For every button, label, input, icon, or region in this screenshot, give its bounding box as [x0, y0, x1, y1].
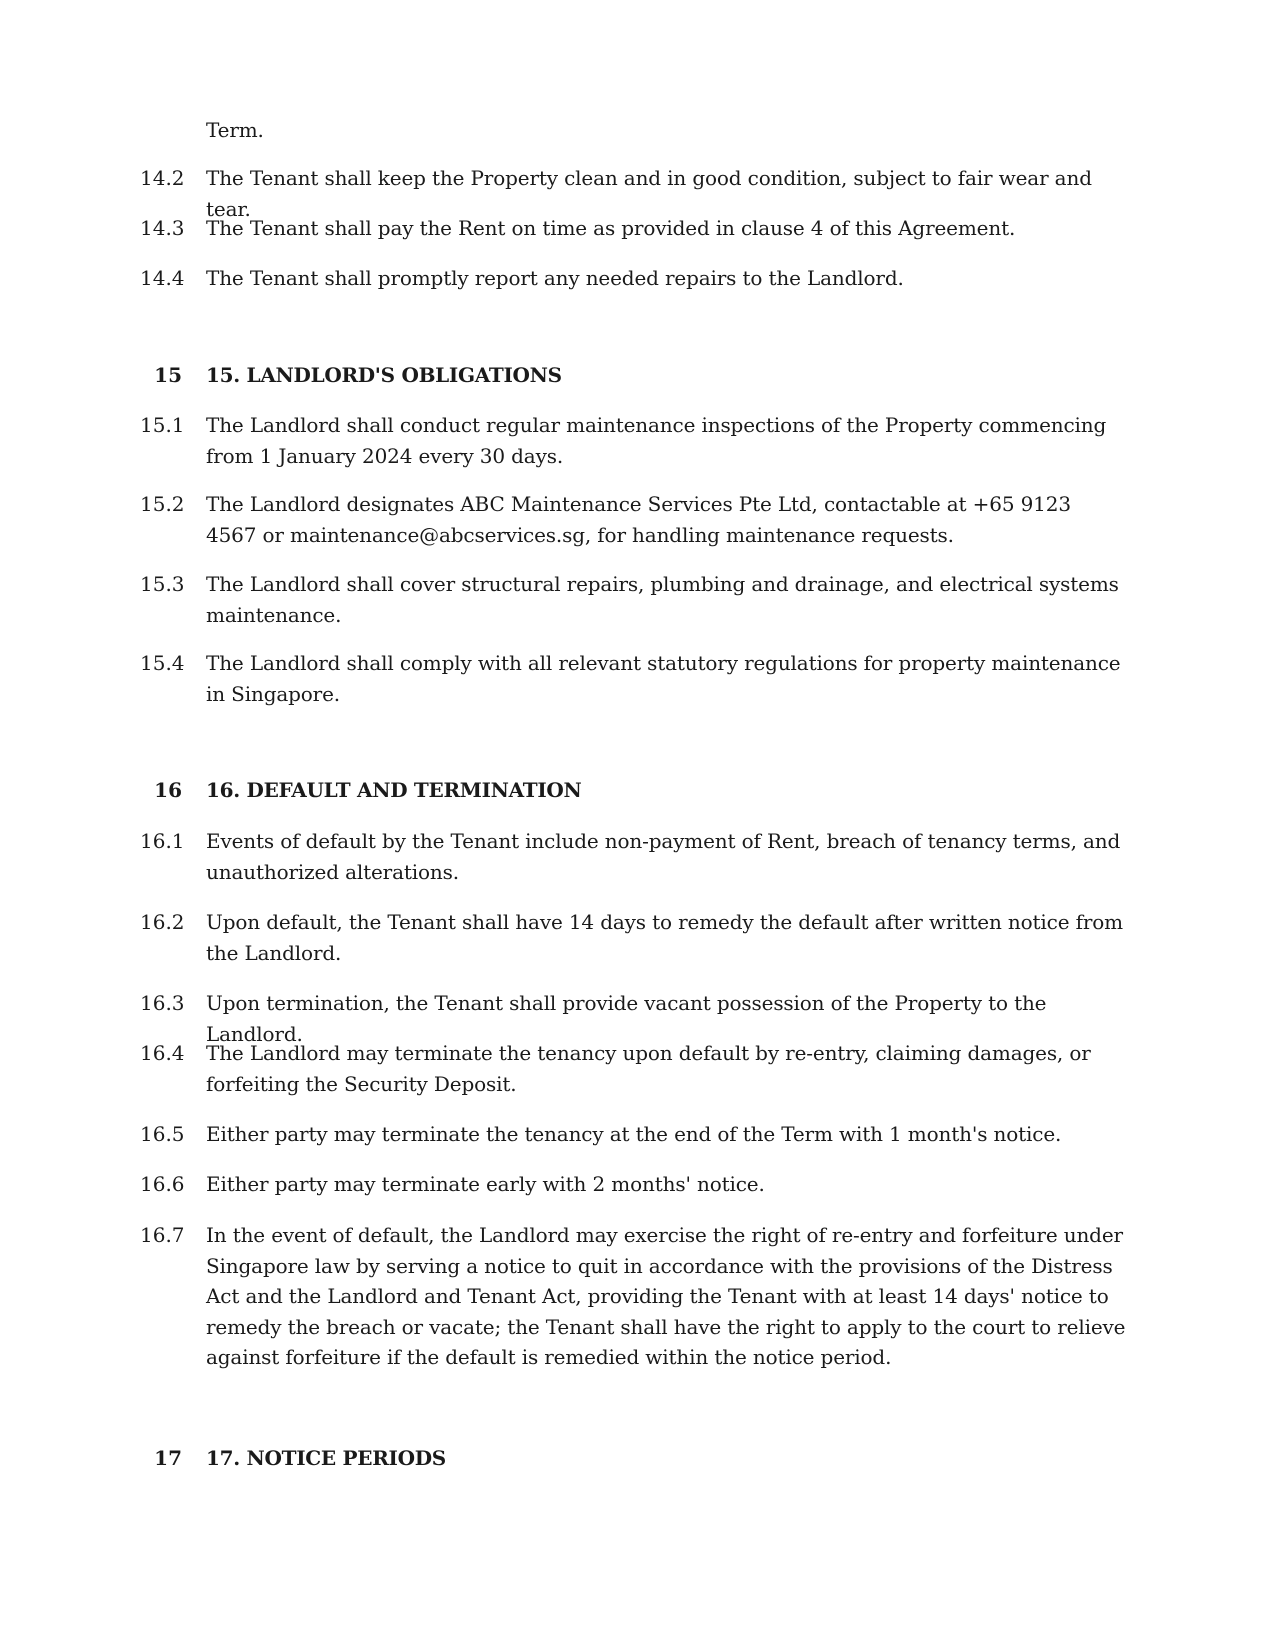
- section-title: 16. DEFAULT AND TERMINATION: [206, 778, 582, 802]
- clause-number: 16.1: [140, 829, 185, 853]
- clause-number: 15.4: [140, 651, 185, 675]
- clause-number: 14.4: [140, 266, 185, 290]
- clause-text: The Landlord may terminate the tenancy upon default by re-entry, claiming damages, or forfeiting the Security Deposit.: [206, 1041, 1091, 1096]
- clause-text: In the event of default, the Landlord may exercise the right of re-entry and forfeiture under Singapore law by serving a notice to quit in accordance with the provisions of the Distress Act and the Landlord and Tenant Act, providing the Tenant with at least 14 days' notice to remedy the breach or vacate; the Tenant shall have the right to apply to the court to relieve against forfeiture if the default is remedied within the notice period.: [206, 1223, 1126, 1369]
- section-number: 17: [154, 1446, 182, 1470]
- clause-number: 16.3: [140, 991, 185, 1015]
- clause-number: 16.2: [140, 910, 185, 934]
- section-title: 17. NOTICE PERIODS: [206, 1446, 446, 1470]
- clause-number: 16.5: [140, 1122, 185, 1146]
- clause-text: The Landlord shall comply with all relevant statutory regulations for property maintenance in Singapore.: [206, 651, 1121, 706]
- clause-number: 16.6: [140, 1172, 185, 1196]
- clause-text: The Landlord shall conduct regular maintenance inspections of the Property commencing from 1 January 2024 every 30 days.: [206, 413, 1107, 468]
- clause-text: Upon termination, the Tenant shall provide vacant possession of the Property to the Landlord.: [206, 991, 1047, 1046]
- clause-text: The Landlord shall cover structural repairs, plumbing and drainage, and electrical systems maintenance.: [206, 572, 1119, 627]
- clause-text: Events of default by the Tenant include non-payment of Rent, breach of tenancy terms, and unauthorized alterations.: [206, 829, 1121, 884]
- clause-text: Either party may terminate early with 2 months' notice.: [206, 1172, 765, 1196]
- clause-number: 15.1: [140, 413, 185, 437]
- clause-number: 14.3: [140, 216, 185, 240]
- section-number: 16: [154, 778, 182, 802]
- clause-number: 16.4: [140, 1041, 185, 1065]
- clause-text: Upon default, the Tenant shall have 14 days to remedy the default after written notice from the Landlord.: [206, 910, 1123, 965]
- clause-text: The Landlord designates ABC Maintenance Services Pte Ltd, contactable at +65 9123 4567 or maintenance@abcservices.sg, for handling maintenance requests.: [206, 492, 1071, 547]
- section-title: 15. LANDLORD'S OBLIGATIONS: [206, 363, 562, 387]
- clause-number: 15.3: [140, 572, 185, 596]
- clause-text: Either party may terminate the tenancy at the end of the Term with 1 month's notice.: [206, 1122, 1062, 1146]
- clause-number: 16.7: [140, 1223, 185, 1247]
- clause-number: 15.2: [140, 492, 185, 516]
- clause-text: The Tenant shall promptly report any needed repairs to the Landlord.: [206, 266, 904, 290]
- clause-text: The Tenant shall keep the Property clean and in good condition, subject to fair wear and tear.: [206, 166, 1092, 221]
- clause-text: The Tenant shall pay the Rent on time as provided in clause 4 of this Agreement.: [206, 216, 1016, 240]
- section-number: 15: [154, 363, 182, 387]
- clause-number: 14.2: [140, 166, 185, 190]
- clause-text: Term.: [206, 118, 264, 142]
